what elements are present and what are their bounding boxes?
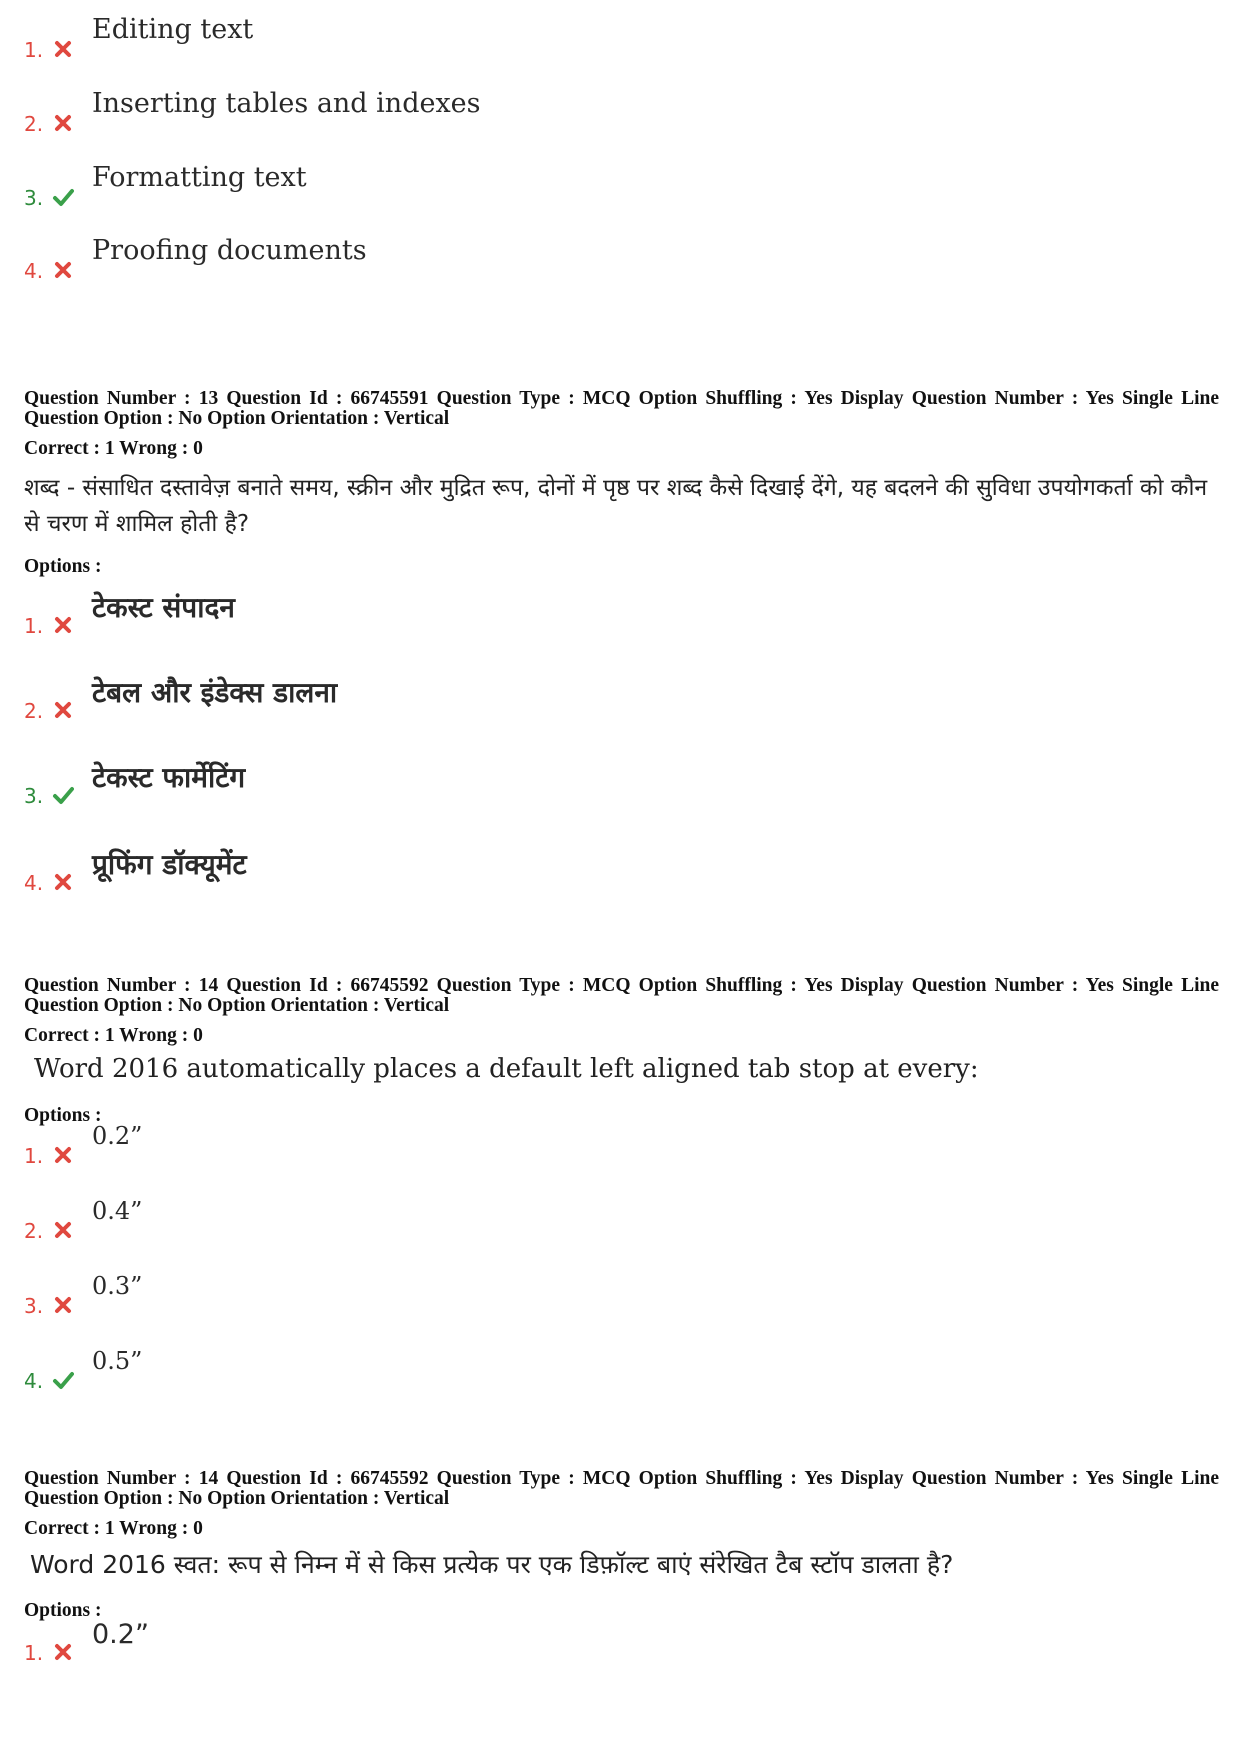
option-number: 4. [24,259,44,283]
check-icon [52,784,74,806]
option-number: 2. [24,699,44,723]
option-text: Formatting text [92,162,307,193]
check-icon [52,1369,74,1391]
option-text: 0.4” [92,1197,143,1225]
question-text: शब्द - संसाधित दस्तावेज़ बनाते समय, स्क्रीन और मुद्रित रूप, दोनों में पृष्ठ पर शब्द कैसे दिखाई देंगे, यह बदलने की सुविधा उपयोगकर्ता को कौन से चरण में शामिल होती है? [24,475,1208,537]
option-number: 3. [24,186,44,210]
check-icon [52,186,74,208]
correct-wrong: Correct : 1 Wrong : 0 [24,1518,203,1539]
cross-icon [52,38,74,60]
option-number: 3. [24,1294,44,1318]
option-text: प्रूफिंग डॉक्यूमेंट [92,848,247,881]
option-number: 2. [24,1219,44,1243]
option-text: Inserting tables and indexes [92,88,481,119]
cross-icon [52,871,74,893]
question-meta: Question Number : 14 Question Id : 66745592 Question Type : MCQ Option Shuffling : Yes Display Question Number : Yes Single Line Question Option : No Option Orientation : Vertical [24,975,1219,1016]
cross-icon [52,1294,74,1316]
option-number: 1. [24,1641,44,1665]
correct-wrong: Correct : 1 Wrong : 0 [24,438,203,459]
option-text: 0.2” [92,1122,143,1150]
options-label: Options : [24,1105,102,1126]
question-text: Word 2016 automatically places a default left aligned tab stop at every: [34,1054,979,1084]
option-text: टेबल और इंडेक्स डालना [92,676,338,709]
cross-icon [52,699,74,721]
cross-icon [52,614,74,636]
option-number: 2. [24,112,44,136]
question-meta: Question Number : 14 Question Id : 66745592 Question Type : MCQ Option Shuffling : Yes Display Question Number : Yes Single Line Question Option : No Option Orientation : Vertical [24,1468,1219,1509]
options-label: Options : [24,1600,102,1621]
cross-icon [52,112,74,134]
option-number: 3. [24,784,44,808]
options-label: Options : [24,556,102,577]
option-text: टेकस्ट फार्मेटिंग [92,761,246,794]
question-meta: Question Number : 13 Question Id : 66745591 Question Type : MCQ Option Shuffling : Yes Display Question Number : Yes Single Line Question Option : No Option Orientation : Vertical [24,388,1219,429]
option-number: 1. [24,38,44,62]
option-number: 1. [24,1144,44,1168]
option-text: 0.2” [92,1619,149,1650]
cross-icon [52,1144,74,1166]
option-text: 0.5” [92,1347,143,1375]
correct-wrong: Correct : 1 Wrong : 0 [24,1025,203,1046]
option-text: Editing text [92,14,254,45]
option-number: 4. [24,871,44,895]
cross-icon [52,1641,74,1663]
option-text: टेकस्ट संपादन [92,591,235,624]
cross-icon [52,1219,74,1241]
option-number: 1. [24,614,44,638]
option-text: 0.3” [92,1272,143,1300]
cross-icon [52,259,74,281]
question-text: Word 2016 स्वत: रूप से निम्न में से किस प्रत्येक पर एक डिफ़ॉल्ट बाएं संरेखित टैब स्टॉप डालता है? [30,1550,954,1579]
option-text: Proofing documents [92,235,367,266]
option-number: 4. [24,1369,44,1393]
